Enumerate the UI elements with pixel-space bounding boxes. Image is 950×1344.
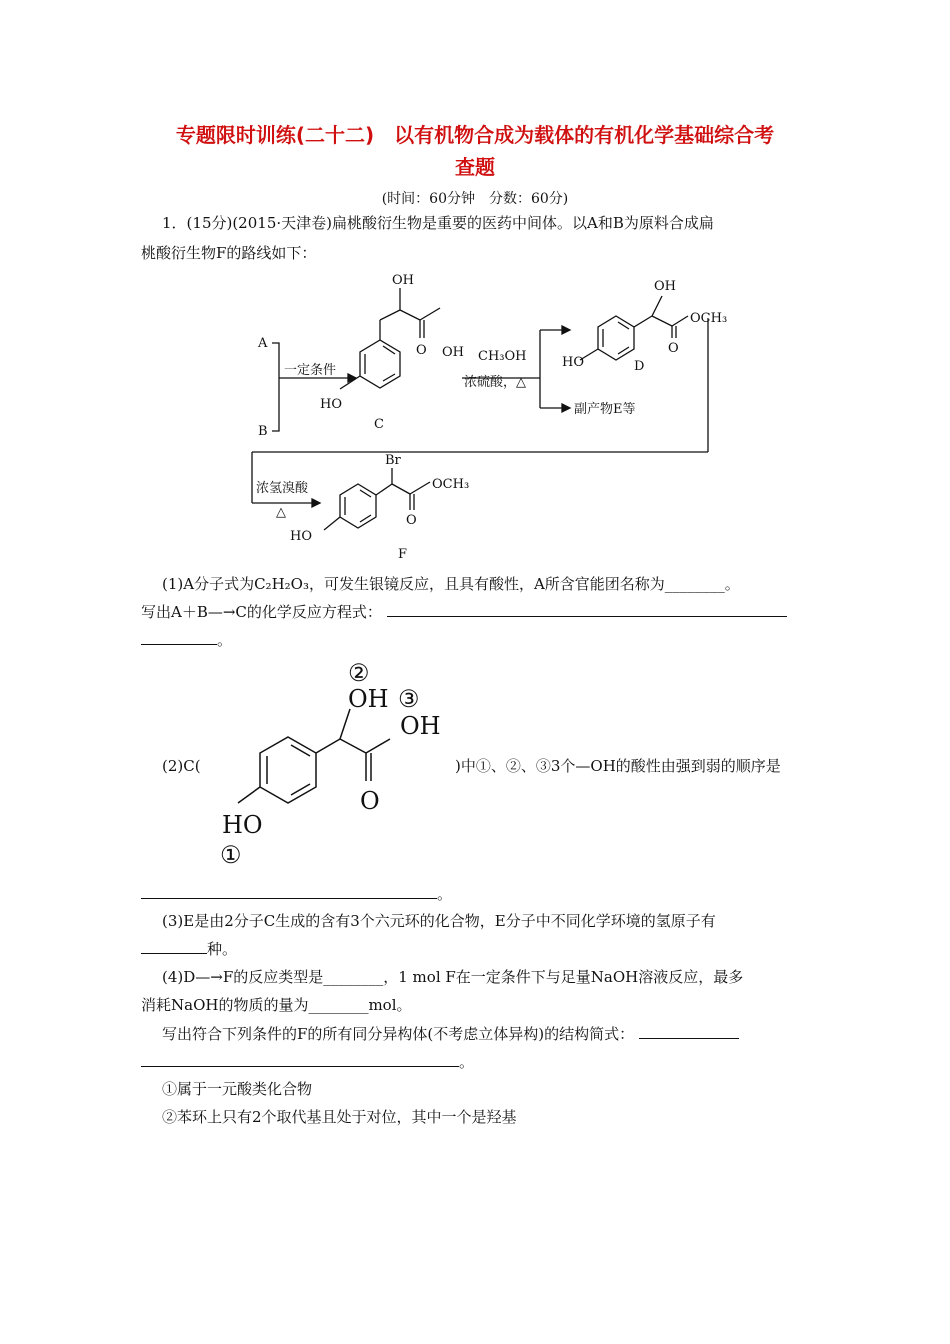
reagent-acid: 浓硫酸，△ — [464, 375, 526, 390]
answer-blank-5[interactable] — [639, 1024, 739, 1039]
structure-c — [210, 655, 450, 870]
d-ho: HO — [562, 355, 584, 370]
reaction-scheme — [240, 268, 728, 568]
part2-suffix: )中①、②、③3个—OH的酸性由强到弱的顺序是 — [455, 757, 781, 775]
part2-answer — [141, 884, 452, 904]
f-och3: OCH₃ — [432, 477, 470, 492]
c-o: O — [416, 343, 427, 358]
end-mark-2: 。 — [437, 885, 453, 903]
label-A: A — [258, 336, 268, 351]
f-o: O — [406, 513, 417, 528]
part4-line4 — [141, 1052, 474, 1072]
o-carbonyl: O — [360, 787, 380, 815]
end-mark-3: 。 — [459, 1053, 475, 1071]
label-B: B — [258, 424, 268, 439]
part1-line3 — [141, 630, 232, 650]
ho-1: HO — [222, 811, 263, 839]
answer-blank-3[interactable] — [141, 884, 437, 899]
reagent-delta: △ — [276, 505, 286, 520]
end-mark-1: 。 — [217, 631, 233, 649]
cond-1: 一定条件 — [284, 363, 337, 378]
condition-1: ①属于一元酸类化合物 — [162, 1080, 313, 1098]
circ-2: ② — [348, 659, 370, 687]
answer-blank-1[interactable] — [387, 602, 787, 617]
label-C: C — [374, 417, 384, 432]
page-title: 专题限时训练(二十二) 以有机物合成为载体的有机化学基础综合考 — [175, 123, 775, 147]
part4-line3 — [162, 1024, 739, 1044]
c-oh-acid: OH — [442, 345, 464, 360]
answer-blank-2[interactable] — [141, 630, 217, 645]
circ-3: ③ — [398, 685, 420, 713]
c-oh-top: OH — [392, 273, 414, 288]
q1-intro-line2: 桃酸衍生物F的路线如下： — [141, 244, 317, 262]
f-ho: HO — [290, 529, 312, 544]
part3-line1: (3)E是由2分子C生成的含有3个六元环的化合物，E分子中不同化学环境的氢原子有 — [162, 912, 716, 930]
byproduct-E: 副产物E等 — [574, 402, 636, 417]
oh-2: OH — [348, 685, 389, 713]
part3-line2 — [141, 939, 237, 959]
condition-2: ②苯环上只有2个取代基且处于对位，其中一个是羟基 — [162, 1108, 517, 1126]
d-o: O — [668, 341, 679, 356]
part2-prefix: (2)C( — [162, 757, 201, 775]
f-br: Br — [385, 453, 401, 468]
part4-line1: (4)D—→F的反应类型是________，1 mol F在一定条件下与足量NaOH溶液反应，最多 — [162, 968, 744, 986]
part1-line2-text: 写出A＋B—→C的化学反应方程式： — [141, 603, 382, 621]
answer-blank-6[interactable] — [141, 1052, 459, 1067]
page-title-line2: 查题 — [455, 155, 495, 179]
part4-line3-text: 写出符合下列条件的F的所有同分异构体(不考虑立体异构)的结构简式： — [162, 1025, 635, 1043]
reagent-ch3oh: CH₃OH — [478, 349, 527, 364]
part4-line2: 消耗NaOH的物质的量为________mol。 — [141, 996, 412, 1014]
part1-line1: (1)A分子式为C₂H₂O₃，可发生银镜反应，且具有酸性，A所含官能团名称为________。 — [162, 575, 740, 593]
oh-3: OH — [400, 712, 441, 740]
part3-line2-text: 种。 — [207, 940, 238, 958]
d-och3: OCH₃ — [690, 311, 728, 326]
time-info: (时间：60分钟 分数：60分) — [381, 191, 569, 207]
circ-1: ① — [220, 841, 242, 869]
c-ho: HO — [320, 397, 342, 412]
reagent-hbr: 浓氢溴酸 — [256, 481, 309, 496]
label-D: D — [634, 359, 645, 374]
label-F: F — [398, 547, 408, 562]
part1-line2 — [141, 602, 787, 622]
q1-intro-line1: 1．(15分)(2015·天津卷)扁桃酸衍生物是重要的医药中间体。以A和B为原料合成扁 — [162, 214, 714, 232]
answer-blank-4[interactable] — [141, 939, 207, 954]
d-oh: OH — [654, 279, 676, 294]
